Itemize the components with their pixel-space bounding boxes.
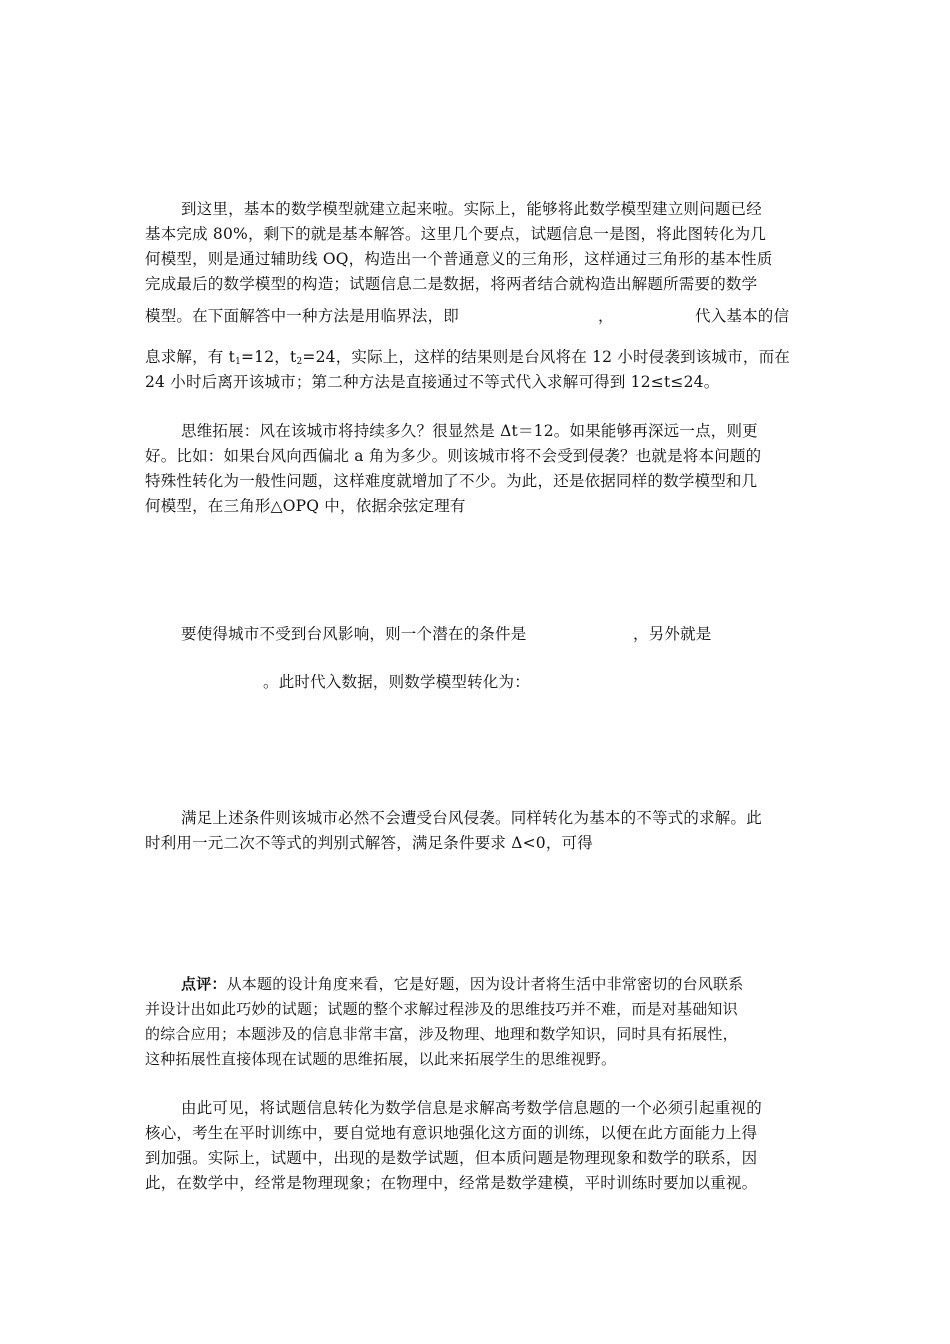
text-line: 24 小时后离开该城市；第二种方法是直接通过不等式代入求解可得到 12≤t≤24。 xyxy=(145,373,720,391)
paragraph-condition xyxy=(145,622,803,647)
text-segment: ， xyxy=(598,307,614,325)
text-segment: 代入基本的信 xyxy=(695,307,790,325)
paragraph-conclusion xyxy=(145,1096,803,1196)
text-line: 的综合应用；本题涉及的信息非常丰富，涉及物理、地理和数学知识，同时具有拓展性， xyxy=(145,1025,738,1043)
text-line-with-formula-gaps xyxy=(145,304,803,329)
text-line: 何模型，则是通过辅助线 OQ，构造出一个普通意义的三角形，这样通过三角形的基本性质 xyxy=(145,250,773,268)
text-line xyxy=(145,345,803,370)
text-line: 思维拓展：风在该城市将持续多久？很显然是 Δt＝12。如果能够再深远一点，则更 xyxy=(181,422,758,440)
text-line: 完成最后的数学模型的构造；试题信息二是数据，将两者结合就构造出解题所需要的数学 xyxy=(145,275,758,293)
text-segment: 。此时代入数据，则数学模型转化为： xyxy=(263,673,530,691)
text-segment: 要使得城市不受到台风影响，则一个潜在的条件是 xyxy=(181,625,527,643)
text-line: 这种拓展性直接体现在试题的思维拓展，以此来拓展学生的思维视野。 xyxy=(145,1050,617,1068)
paragraph-condition-cont xyxy=(145,670,803,695)
paragraph-model-summary xyxy=(145,197,803,297)
text-line: 基本完成 80%，剩下的就是基本解答。这里几个要点，试题信息一是图，将此图转化为几 xyxy=(145,225,767,243)
text-segment: ，另外就是 xyxy=(633,625,712,643)
text-segment: 息求解，有 t xyxy=(145,348,236,366)
subscript: 1 xyxy=(235,357,241,367)
text-line-with-formula-gaps xyxy=(145,622,803,647)
text-line: 核心，考生在平时训练中，要自觉地有意识地强化这方面的训练，以便在此方面能力上得 xyxy=(145,1124,758,1142)
text-line xyxy=(145,972,803,997)
text-segment: =24，实际上，这样的结果则是台风将在 12 小时侵袭到该城市，而在 xyxy=(302,348,790,366)
text-segment: 从本题的设计角度来看，它是好题，因为设计者将生活中非常密切的台风联系 xyxy=(226,975,744,993)
text-line: 满足上述条件则该城市必然不会遭受台风侵袭。同样转化为基本的不等式的求解。此 xyxy=(181,809,762,827)
text-segment: =12，t xyxy=(241,348,297,366)
text-line: 何模型，在三角形△OPQ 中，依据余弦定理有 xyxy=(145,497,466,515)
text-line: 到加强。实际上，试题中，出现的是数学试题，但本质问题是物理现象和数学的联系，因 xyxy=(145,1149,758,1167)
text-line: 好。比如：如果台风向西偏北 a 角为多少。则该城市将不会受到侵袭？也就是将本问题的 xyxy=(145,447,762,465)
comment-label: 点评： xyxy=(181,975,227,993)
paragraph-solution xyxy=(145,345,803,395)
paragraph-comment xyxy=(145,972,803,1072)
subscript: 2 xyxy=(296,357,303,367)
paragraph-critical-method xyxy=(145,304,803,329)
text-segment: 模型。在下面解答中一种方法是用临界法，即 xyxy=(145,307,460,325)
paragraph-thinking-extension xyxy=(145,419,803,519)
text-line: 并设计出如此巧妙的试题；试题的整个求解过程涉及的思维技巧并不难，而是对基础知识 xyxy=(145,1000,738,1018)
paragraph-discriminant xyxy=(145,806,803,856)
text-line-with-formula-gaps xyxy=(145,670,803,695)
text-line: 到这里，基本的数学模型就建立起来啦。实际上，能够将此数学模型建立则问题已经 xyxy=(181,200,762,218)
text-line: 时利用一元二次不等式的判别式解答，满足条件要求 Δ<0，可得 xyxy=(145,834,593,852)
text-line: 由此可见，将试题信息转化为数学信息是求解高考数学信息题的一个必须引起重视的 xyxy=(181,1099,762,1117)
text-line: 此，在数学中，经常是物理现象；在物理中，经常是数学建模，平时训练时要加以重视。 xyxy=(145,1174,758,1192)
text-line: 特殊性转化为一般性问题，这样难度就增加了不少。为此，还是依据同样的数学模型和几 xyxy=(145,472,758,490)
